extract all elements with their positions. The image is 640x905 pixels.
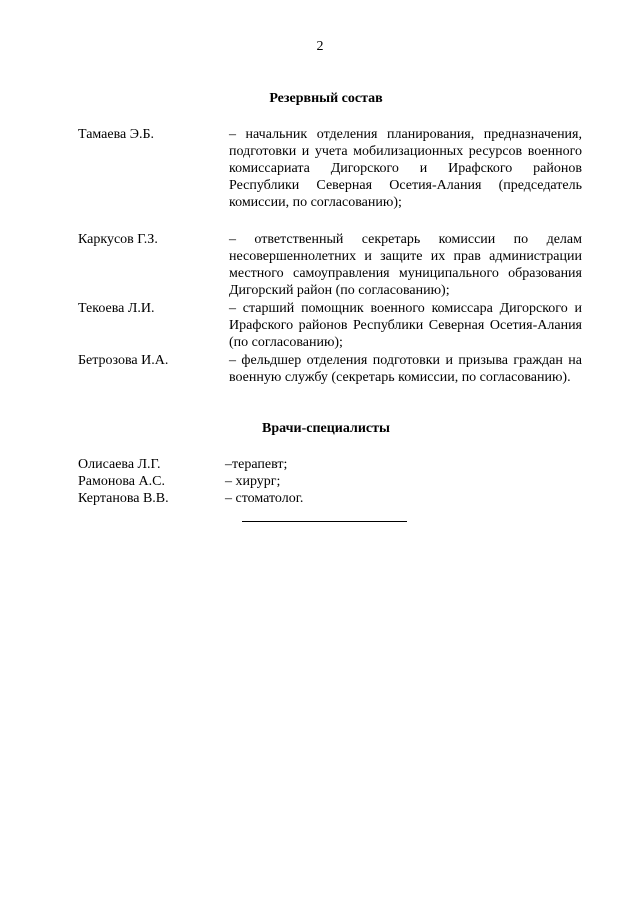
end-divider-line	[242, 521, 407, 522]
doctor-name: Кертанова В.В.	[78, 491, 169, 506]
member-description: – ответственный секретарь комиссии по делам несовершеннолетних и защите их прав администрации местного самоуправления муниципального образования Дигорский район (по согласованию);	[229, 232, 582, 298]
doctor-role: – хирург;	[225, 474, 281, 489]
member-description: – начальник отделения планирования, предназначения, подготовки и учета мобилизационных ресурсов военного комиссариата Дигорского и Ирафского районов Республики Северная Осетия-Алания (председатель комиссии, по согласованию);	[229, 127, 582, 210]
page-number: 2	[316, 39, 324, 54]
member-name: Бетрозова И.А.	[78, 353, 169, 368]
reserve-section-title: Резервный состав	[269, 91, 383, 106]
doctors-section-title: Врачи-специалисты	[262, 421, 390, 436]
doctor-role: – стоматолог.	[225, 491, 304, 506]
member-name: Каркусов Г.З.	[78, 232, 158, 247]
member-name: Тамаева Э.Б.	[78, 127, 155, 142]
member-description: – фельдшер отделения подготовки и призыва граждан на военную службу (секретарь комиссии, по согласованию).	[229, 353, 582, 385]
doctor-entry	[78, 473, 478, 490]
doctor-name: Рамонова А.С.	[78, 474, 165, 489]
doctor-name: Олисаева Л.Г.	[78, 457, 161, 472]
doctor-entry	[78, 456, 478, 473]
member-name: Текоева Л.И.	[78, 301, 155, 316]
doctor-entry	[78, 490, 478, 507]
doctor-role: –терапевт;	[225, 457, 288, 472]
member-description: – старший помощник военного комиссара Дигорского и Ирафского районов Республики Северная Осетия-Алания (по согласованию);	[229, 301, 582, 350]
